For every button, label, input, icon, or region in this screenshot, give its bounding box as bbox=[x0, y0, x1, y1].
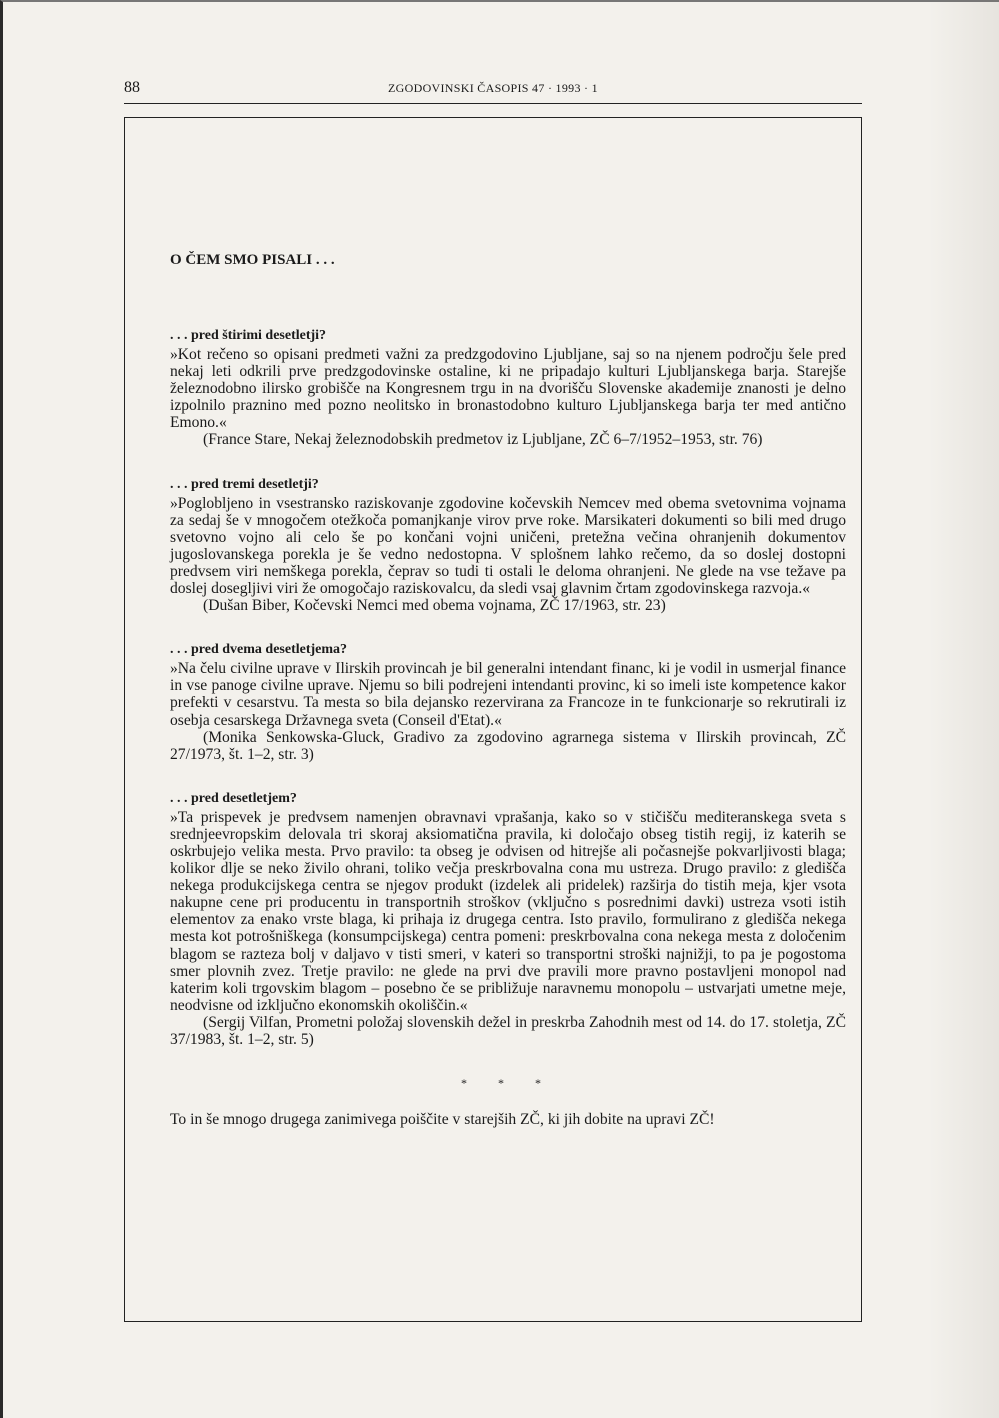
separator-stars: * * * bbox=[461, 1076, 555, 1091]
section-heading: . . . pred desetletjem? bbox=[170, 790, 297, 806]
running-head: ZGODOVINSKI ČASOPIS 47 · 1993 · 1 bbox=[388, 81, 598, 95]
section-quote: »Ta prispevek je predvsem namenjen obravnavi vprašanja, kako so v stičišču mediteranskega sveta s srednjeevropskim delovala tri skoraj aksiomatična pravila, ki določajo obseg tistih regij, iz katerih se oskrbujejo velika mesta. Prvo pravilo: ta obseg je odvisen od hitrejše ali počasnejše pokvarljivosti blaga; kolikor dlje se neko živilo ohrani, toliko večja preskrbovalna cona mu ustreza. Drugo pravilo: z gledišča nekega produkcijskega centra se njegov produkt (izdelek ali pridelek) razširja do tistih meja, kjer vsota nakupne cene pri producentu in transportnih stroškov (vključno s posrednimi davki) ustreza vsoti istih elementov za enako vrste blaga, ki prihaja iz drugega centra. Isto pravilo, formulirano z gledišča nekega mesta kot potrošniškega (konsumpcijskega) centra pomeni: preskrbovalna cona nekega mesta z določenim blagom se razteza bolj v daljavo v tisti smeri, v kateri so transportni stroški najnižji, to pa je pogostoma smer plovnih zvez. Tretje pravilo: ne glede na prvi dve pravili more pravno postavljeni monopol nad katerim koli trgovskim blagom – posebno če se približuje naravnemu monopolu – ustvarjati umetne meje, neodvisne od izključno ekonomskih okoliščin.« bbox=[170, 808, 846, 1014]
section-source: (Dušan Biber, Kočevski Nemci med obema vojnama, ZČ 17/1963, str. 23) bbox=[203, 597, 666, 615]
section-quote: »Kot rečeno so opisani predmeti važni za predzgodovino Ljubljane, saj so na njenem področju šele pred nekaj leti odkrili prve predzgodovinske ostaline, ki ne pripadajo kulturi Ljubljanskega barja. Starejše železnodobno ilirsko grobišče na Kongresnem trgu in na dvorišču Slovenske akademije znanosti je delno izpolnilo praznino med pozno neolitsko in bronastodobno kulturo Ljubljanskega barja ter med antično Emono.« bbox=[170, 346, 846, 432]
page-shadow bbox=[929, 0, 999, 1418]
section-quote: »Poglobljeno in vsestransko raziskovanje zgodovine kočevskih Nemcev med obema svetovnima vojnama za sedaj še v mnogočem otežkoča pomanjkanje virov prve roke. Marsikateri dokumenti so bili med drugo svetovno vojno ali celo še po končani vojni uničeni, pretežna večina ohranjenih dokumentov jugoslovanskega porekla je še vedno nedostopna. V splošnem lahko rečemo, da so doslej dostopni predvsem viri nemškega porekla, čeprav so tudi ti ostali le deloma ohranjeni. Ne glede na vse težave pa doslej dosegljivi viri že omogočajo raziskovalcu, da sledi vsaj glavnim črtam zgodovinskega razvoja.« bbox=[170, 494, 846, 598]
section-heading: . . . pred štirimi desetletji? bbox=[170, 328, 327, 343]
header-rule bbox=[124, 103, 862, 104]
section-quote: »Na čelu civilne uprave v Ilirskih provincah je bil generalni intendant financ, ki je vodil in usmerjal finance in vse panoge civilne uprave. Njemu so bili podrejeni intendanti provinc, ki so imeli iste kompetence kakor prefekti v cesarstvu. Ta mesta so bila dejansko rezervirana za Francoze in te funkcionarje so rekrutirali iz osebja cesarskega Državnega sveta (Conseil d'Etat).« bbox=[170, 660, 846, 729]
section-source: (Sergij Vilfan, Prometni položaj slovenskih dežel in preskrba Zahodnih mest od 14. do 17. stoletja, ZČ 37/1983, št. 1–2, str. 5) bbox=[170, 1013, 846, 1048]
closing-note: To in še mnogo drugega zanimivega poiščite v starejših ZČ, ki jih dobite na upravi ZČ! bbox=[170, 1111, 715, 1129]
section-heading: . . . pred tremi desetletji? bbox=[170, 476, 319, 492]
section-thirty-years bbox=[170, 477, 846, 615]
section-heading: . . . pred dvema desetletjema? bbox=[170, 642, 348, 658]
page-number: 88 bbox=[124, 79, 140, 96]
section-source: (Monika Senkowska-Gluck, Gradivo za zgodovino agrarnega sistema v Ilirskih provincah, ZČ 27/1973, št. 1–2, str. 3) bbox=[170, 728, 846, 763]
section-twenty-years bbox=[170, 642, 846, 763]
section-forty-years bbox=[170, 328, 846, 449]
section-ten-years bbox=[170, 791, 846, 1048]
box-content bbox=[170, 252, 846, 1129]
box-title: O ČEM SMO PISALI . . . bbox=[170, 252, 335, 268]
section-source: (France Stare, Nekaj železnodobskih predmetov iz Ljubljane, ZČ 6–7/1952–1953, str. 76) bbox=[203, 431, 763, 449]
